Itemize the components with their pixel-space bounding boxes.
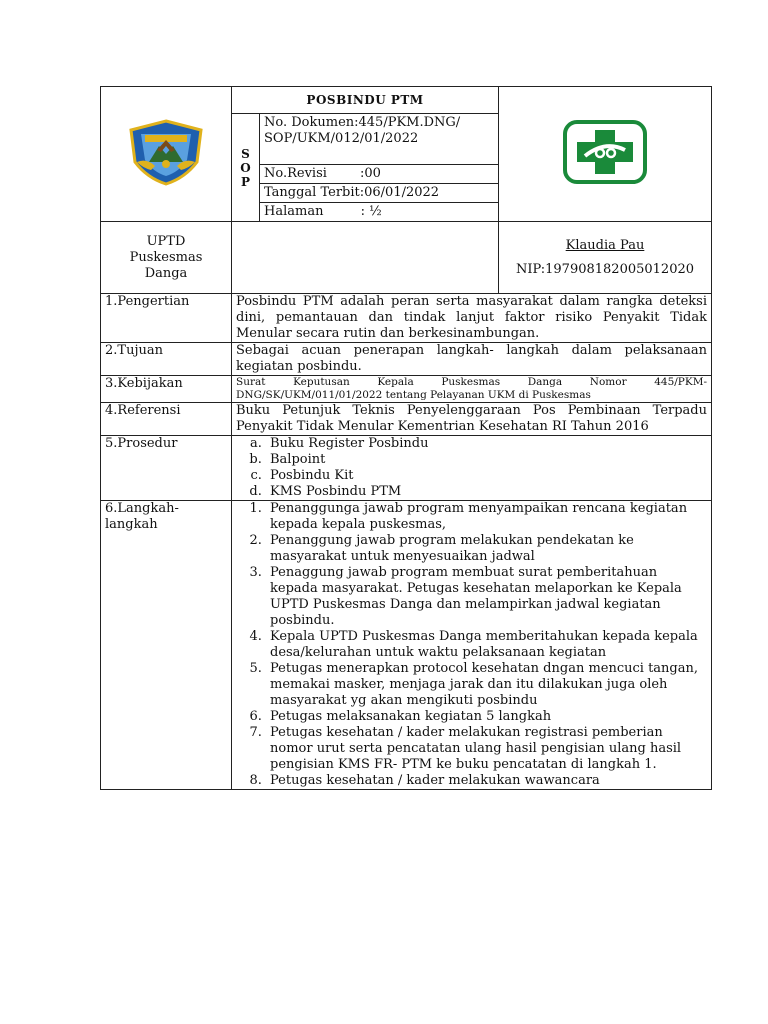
row-label: 6.Langkah- langkah xyxy=(101,501,232,790)
puskesmas-logo-cell xyxy=(499,87,712,222)
puskesmas-cross-icon xyxy=(563,120,647,184)
row-label: 3.Kebijakan xyxy=(101,376,232,403)
issue-date: Tanggal Terbit:06/01/2022 xyxy=(260,184,499,203)
list-item: 2. Penanggung jawab program melakukan pendekatan ke masyarakat untuk menyesuaikan jadwal xyxy=(266,533,707,565)
kebijakan-text: Surat Keputusan Kepala Puskesmas Danga Nomor 445/PKM-DNG/SK/UKM/011/01/2022 tentang Pelayanan UKM di Puskesmas xyxy=(232,376,712,403)
list-item: 8. Petugas kesehatan / kader melakukan wawancara xyxy=(266,773,707,789)
tujuan-text: Sebagai acuan penerapan langkah- langkah dalam pelaksanaan kegiatan posbindu. xyxy=(232,343,712,376)
sop-letter-p: P xyxy=(240,174,251,189)
signer-name: Klaudia Pau xyxy=(565,237,645,253)
sop-table xyxy=(100,86,712,790)
regency-emblem-icon xyxy=(127,118,205,186)
referensi-text: Buku Petunjuk Teknis Penyelenggaraan Pos Pembinaan Terpadu Penyakit Tidak Menular Kementrian Kesehatan RI Tahun 2016 xyxy=(232,403,712,436)
list-item: 3. Penaggung jawab program membuat surat pemberitahuan kepada masyarakat. Petugas kesehatan melaporkan ke Kepala UPTD Puskesmas Danga dan melampirkan jadwal kegiatan posbindu. xyxy=(266,565,707,629)
list-item: b. Balpoint xyxy=(266,452,707,468)
list-item: 7. Petugas kesehatan / kader melakukan registrasi pemberian nomor urut serta pencatatan ulang hasil pengisian ulang hasil pengisian KMS FR- PTM ke buku pencatatan di langkah 1. xyxy=(266,725,707,773)
doc-number: No. Dokumen:445/PKM.DNG/ SOP/UKM/012/01/2022 xyxy=(260,114,499,165)
document-title: POSBINDU PTM xyxy=(232,87,499,114)
blank-cell xyxy=(232,222,499,294)
sop-letter-o: O xyxy=(240,160,251,175)
row-label: 4.Referensi xyxy=(101,403,232,436)
row-label: 2.Tujuan xyxy=(101,343,232,376)
list-item: 4. Kepala UPTD Puskesmas Danga memberitahukan kepada kepala desa/kelurahan untuk waktu pelaksanaan kegiatan xyxy=(266,629,707,661)
list-item: 6. Petugas melaksanakan kegiatan 5 langkah xyxy=(266,709,707,725)
sop-letters xyxy=(232,114,260,222)
langkah-list xyxy=(236,501,707,789)
org-name: UPTD Puskesmas Danga xyxy=(101,222,232,294)
row-label: 5.Prosedur xyxy=(101,436,232,501)
revision-number: No.Revisi :00 xyxy=(260,165,499,184)
signer-nip: NIP:197908182005012020 xyxy=(515,261,695,277)
prosedur-cell xyxy=(232,436,712,501)
pengertian-text: Posbindu PTM adalah peran serta masyarakat dalam rangka deteksi dini, pemantauan dan tindak lanjut faktor risiko Penyakit Tidak Menular secara rutin dan berkesinambungan. xyxy=(232,294,712,343)
sop-document xyxy=(100,86,711,790)
signature-block xyxy=(499,222,712,294)
list-item: a. Buku Register Posbindu xyxy=(266,436,707,452)
list-item: c. Posbindu Kit xyxy=(266,468,707,484)
regency-emblem-cell xyxy=(101,87,232,222)
list-item: 5. Petugas menerapkan protocol kesehatan dngan mencuci tangan, memakai masker, menjaga jarak dan itu dilakukan juga oleh masyarakat yg akan mengikuti posbindu xyxy=(266,661,707,709)
langkah-cell xyxy=(232,501,712,790)
list-item: d. KMS Posbindu PTM xyxy=(266,484,707,500)
row-label: 1.Pengertian xyxy=(101,294,232,343)
sop-letter-s: S xyxy=(241,146,250,161)
list-item: 1. Penanggunga jawab program menyampaikan rencana kegiatan kepada kepala puskesmas, xyxy=(266,501,707,533)
page-number: Halaman : ½ xyxy=(260,203,499,222)
prosedur-list xyxy=(236,436,707,500)
